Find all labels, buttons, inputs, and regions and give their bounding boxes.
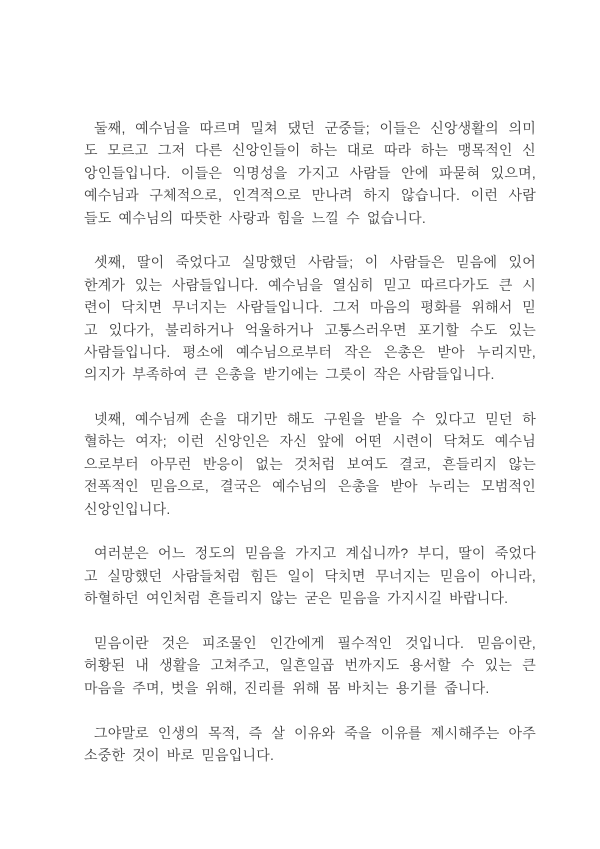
text-line: 소중한 것이 바로 믿음입니다. bbox=[84, 746, 275, 763]
word: 평소에 bbox=[182, 343, 224, 360]
word: 딸이 bbox=[458, 545, 486, 562]
word: 계십니까? bbox=[345, 545, 409, 562]
word: 앙인들입니다. bbox=[84, 164, 171, 181]
word: 인격적으로 bbox=[232, 187, 302, 204]
word: 흔들리지 bbox=[442, 455, 498, 472]
text-line bbox=[84, 341, 536, 363]
word: 결코, bbox=[399, 455, 431, 472]
word: 아주 bbox=[508, 724, 536, 741]
text-line bbox=[84, 319, 536, 341]
word: 구체적으로, bbox=[149, 187, 223, 204]
text-line bbox=[84, 296, 536, 318]
word: 생활을 bbox=[159, 657, 201, 674]
word: 고 bbox=[84, 567, 98, 584]
word: 필수적인 bbox=[337, 634, 393, 651]
word: 예수님을 bbox=[135, 120, 191, 136]
word: 사람들입니다. bbox=[84, 343, 171, 360]
word: 평화를 bbox=[420, 299, 462, 316]
word: 이들은 bbox=[180, 164, 223, 181]
word: 받아 bbox=[437, 343, 465, 360]
word: 은총은 bbox=[383, 343, 426, 360]
word: 인생의 bbox=[157, 724, 200, 741]
word: 따르다가도 bbox=[420, 276, 490, 293]
word: 믿음이란, bbox=[476, 634, 536, 651]
word: 없는 bbox=[255, 455, 283, 472]
word: 하는 bbox=[309, 142, 338, 159]
word: 의미 bbox=[508, 120, 536, 136]
word: 닥치면 bbox=[121, 299, 163, 316]
word: 불리하거나 bbox=[165, 321, 234, 338]
word: 예수님으로부터 bbox=[236, 343, 333, 360]
word: 그저 bbox=[157, 142, 186, 159]
word: 믿음에 bbox=[456, 254, 498, 271]
word: 이유와 bbox=[294, 724, 336, 741]
word: 큰 bbox=[498, 276, 513, 293]
word: 으로부터 bbox=[84, 455, 139, 472]
word: 시련이 bbox=[392, 433, 434, 450]
word: 무너지는 bbox=[171, 299, 227, 316]
word: 않는 bbox=[508, 455, 536, 472]
text-line bbox=[84, 274, 536, 296]
text-line: 신앙인입니다. bbox=[84, 500, 171, 517]
word: 밀쳐 bbox=[250, 120, 278, 136]
text-line: 의지가 부족하여 큰 은총을 받기에는 그릇이 작은 사람들입니다. bbox=[84, 366, 495, 383]
word: 군중들; bbox=[324, 120, 370, 136]
word: 예수님께 bbox=[135, 411, 190, 428]
word: 어느 bbox=[158, 545, 186, 562]
word: 죽었다 bbox=[494, 545, 536, 562]
text-line bbox=[84, 632, 536, 654]
word: 무너지는 bbox=[375, 567, 431, 584]
word: 전폭적인 bbox=[84, 478, 139, 495]
paragraph bbox=[84, 542, 536, 609]
text-line bbox=[84, 475, 536, 497]
word: 파묻혀 bbox=[439, 164, 481, 181]
word: 있으며, bbox=[490, 164, 536, 181]
word: 아무런 bbox=[150, 455, 192, 472]
word: 일이 bbox=[287, 567, 315, 584]
word: 번까지도 bbox=[344, 657, 400, 674]
word: 대로 bbox=[346, 142, 375, 159]
word: 혈하는 bbox=[84, 433, 126, 450]
text-line bbox=[84, 565, 536, 587]
word: 이 bbox=[364, 254, 379, 271]
word: 포기할 bbox=[417, 321, 459, 338]
word: 있는 bbox=[484, 657, 513, 674]
word: 가지고 bbox=[295, 545, 337, 562]
word: 은총을 bbox=[338, 478, 380, 495]
word: 따르며 bbox=[199, 120, 241, 136]
text-line bbox=[84, 430, 536, 452]
word: 대기만 bbox=[236, 411, 278, 428]
word: 받아 bbox=[390, 478, 418, 495]
word: 억울하거나 bbox=[244, 321, 314, 338]
word: 부디, bbox=[417, 545, 450, 562]
word: 그저 bbox=[332, 299, 361, 316]
text-line bbox=[84, 251, 536, 273]
word: 댔던 bbox=[287, 120, 315, 136]
word: 즉 bbox=[248, 724, 263, 741]
text-line: 하혈하던 여인처럼 흔들리지 않는 굳은 믿음을 가지시길 바랍니다. bbox=[84, 590, 509, 607]
word: 닥쳐도 bbox=[443, 433, 485, 450]
word: 것은 bbox=[161, 634, 190, 651]
word: 구원을 bbox=[323, 411, 366, 428]
word: 예수님 bbox=[494, 433, 536, 450]
word: 여자; bbox=[135, 433, 167, 450]
word: 하는 bbox=[420, 142, 449, 159]
word: 딸이 bbox=[136, 254, 165, 271]
word: 수도 bbox=[470, 321, 498, 338]
word: 둘째, bbox=[94, 120, 126, 136]
text-line: 마음을 주며, 벗을 위해, 진리를 위해 몸 바치는 용기를 줍니다. bbox=[84, 679, 490, 696]
word: 힘든 bbox=[250, 567, 278, 584]
word: 믿음을 bbox=[244, 545, 287, 562]
word: 사람들; bbox=[308, 254, 354, 271]
word: 아니라, bbox=[490, 567, 536, 584]
word: 반응이 bbox=[202, 455, 244, 472]
word: 사람들처럼 bbox=[171, 567, 241, 584]
paragraph bbox=[84, 117, 536, 229]
word: 이런 bbox=[470, 187, 499, 204]
word: 고통스러우면 bbox=[324, 321, 407, 338]
word: 있어 bbox=[508, 254, 536, 271]
word: 맹목적인 bbox=[457, 142, 513, 159]
word: 신앙인은 bbox=[214, 433, 270, 450]
text-line bbox=[84, 654, 536, 676]
word: 련이 bbox=[84, 299, 112, 316]
word: 사람들입니다. bbox=[171, 276, 259, 293]
word: 고쳐주고, bbox=[210, 657, 270, 674]
word: 것처럼 bbox=[294, 455, 336, 472]
word: 살 bbox=[271, 724, 286, 741]
word: 죽었다고 bbox=[175, 254, 231, 271]
word: 자신 bbox=[279, 433, 307, 450]
word: 믿음으로, bbox=[149, 478, 209, 495]
word: 수 bbox=[460, 657, 475, 674]
word: 믿던 bbox=[485, 411, 513, 428]
word: 죽을 bbox=[344, 724, 372, 741]
word: 고 bbox=[84, 321, 98, 338]
word: 않습니다. bbox=[401, 187, 461, 204]
word: 있는 bbox=[134, 276, 163, 293]
word: 일흔일곱 bbox=[279, 657, 335, 674]
word: 신앙인들이 bbox=[231, 142, 301, 159]
word: 도 bbox=[84, 142, 98, 159]
text-line bbox=[84, 184, 536, 206]
word: 피조물인 bbox=[201, 634, 257, 651]
text-line bbox=[84, 139, 536, 161]
word: 목적, bbox=[208, 724, 240, 741]
word: 가지고 bbox=[297, 164, 340, 181]
word: 마음의 bbox=[369, 299, 411, 316]
word: 예수님을 bbox=[268, 276, 323, 293]
word: 사람들 bbox=[349, 164, 391, 181]
word: 손을 bbox=[199, 411, 227, 428]
word: 여러분은 bbox=[94, 545, 149, 562]
word: 이들은 bbox=[379, 120, 421, 136]
word: 익명성을 bbox=[232, 164, 288, 181]
word: 앞에 bbox=[317, 433, 345, 450]
word: 믿 bbox=[522, 299, 536, 316]
word: 닥치면 bbox=[324, 567, 366, 584]
word: 있다가, bbox=[108, 321, 155, 338]
word: 작은 bbox=[344, 343, 372, 360]
word: 사람 bbox=[508, 187, 536, 204]
word: 한계가 bbox=[84, 276, 126, 293]
text-line bbox=[84, 722, 536, 744]
word: 신앙생활의 bbox=[430, 120, 499, 136]
paragraph bbox=[84, 408, 536, 520]
word: 제시해주는 bbox=[430, 724, 500, 741]
word: 있다고 bbox=[434, 411, 476, 428]
word: 열심히 bbox=[332, 276, 374, 293]
text-line bbox=[84, 542, 536, 564]
word: 큰 bbox=[522, 657, 536, 674]
word: 그야말로 bbox=[94, 724, 149, 741]
word: 사람들은 bbox=[389, 254, 445, 271]
document-text bbox=[84, 117, 536, 766]
word: 믿고 bbox=[383, 276, 411, 293]
word: 안에 bbox=[401, 164, 429, 181]
word: 예수님과 bbox=[84, 187, 139, 204]
word: 다른 bbox=[194, 142, 223, 159]
text-line bbox=[84, 408, 536, 430]
word: 위해서 bbox=[471, 299, 513, 316]
word: 하 bbox=[522, 411, 536, 428]
word: 사람들입니다. bbox=[236, 299, 323, 316]
word: 인간에게 bbox=[269, 634, 325, 651]
word: 믿음이 bbox=[439, 567, 482, 584]
word: 정도의 bbox=[194, 545, 236, 562]
word: 넷째, bbox=[94, 411, 126, 428]
word: 누리지만, bbox=[476, 343, 536, 360]
word: 믿음이란 bbox=[94, 634, 149, 651]
word: 셋째, bbox=[94, 254, 126, 271]
word: 있는 bbox=[508, 321, 536, 338]
word: 예수님의 bbox=[272, 478, 328, 495]
word: 수 bbox=[411, 411, 426, 428]
text-line bbox=[84, 162, 536, 184]
text-line: 들도 예수님의 따뜻한 사랑과 힘을 느낄 수 없습니다. bbox=[84, 209, 426, 226]
word: 실망했던 bbox=[107, 567, 163, 584]
word: 모르고 bbox=[107, 142, 149, 159]
word: 것입니다. bbox=[405, 634, 465, 651]
word: 이런 bbox=[176, 433, 205, 450]
paragraph bbox=[84, 632, 536, 699]
word: 시 bbox=[522, 276, 536, 293]
word: 하지 bbox=[363, 187, 391, 204]
text-line bbox=[84, 117, 536, 139]
word: 이유를 bbox=[380, 724, 422, 741]
word: 따라 bbox=[383, 142, 412, 159]
word: 결국은 bbox=[219, 478, 262, 495]
word: 실망했던 bbox=[241, 254, 297, 271]
word: 해도 bbox=[286, 411, 315, 428]
word: 모범적인 bbox=[481, 478, 536, 495]
text-line bbox=[84, 453, 536, 475]
word: 만나려 bbox=[311, 187, 353, 204]
word: 허황된 bbox=[84, 657, 126, 674]
word: 어떤 bbox=[354, 433, 383, 450]
paragraph bbox=[84, 251, 536, 385]
word: 누리는 bbox=[428, 478, 470, 495]
word: 받을 bbox=[374, 411, 402, 428]
word: 내 bbox=[135, 657, 150, 674]
paragraph bbox=[84, 722, 536, 767]
word: 신 bbox=[522, 142, 536, 159]
word: 용서할 bbox=[409, 657, 451, 674]
word: 보여도 bbox=[346, 455, 388, 472]
